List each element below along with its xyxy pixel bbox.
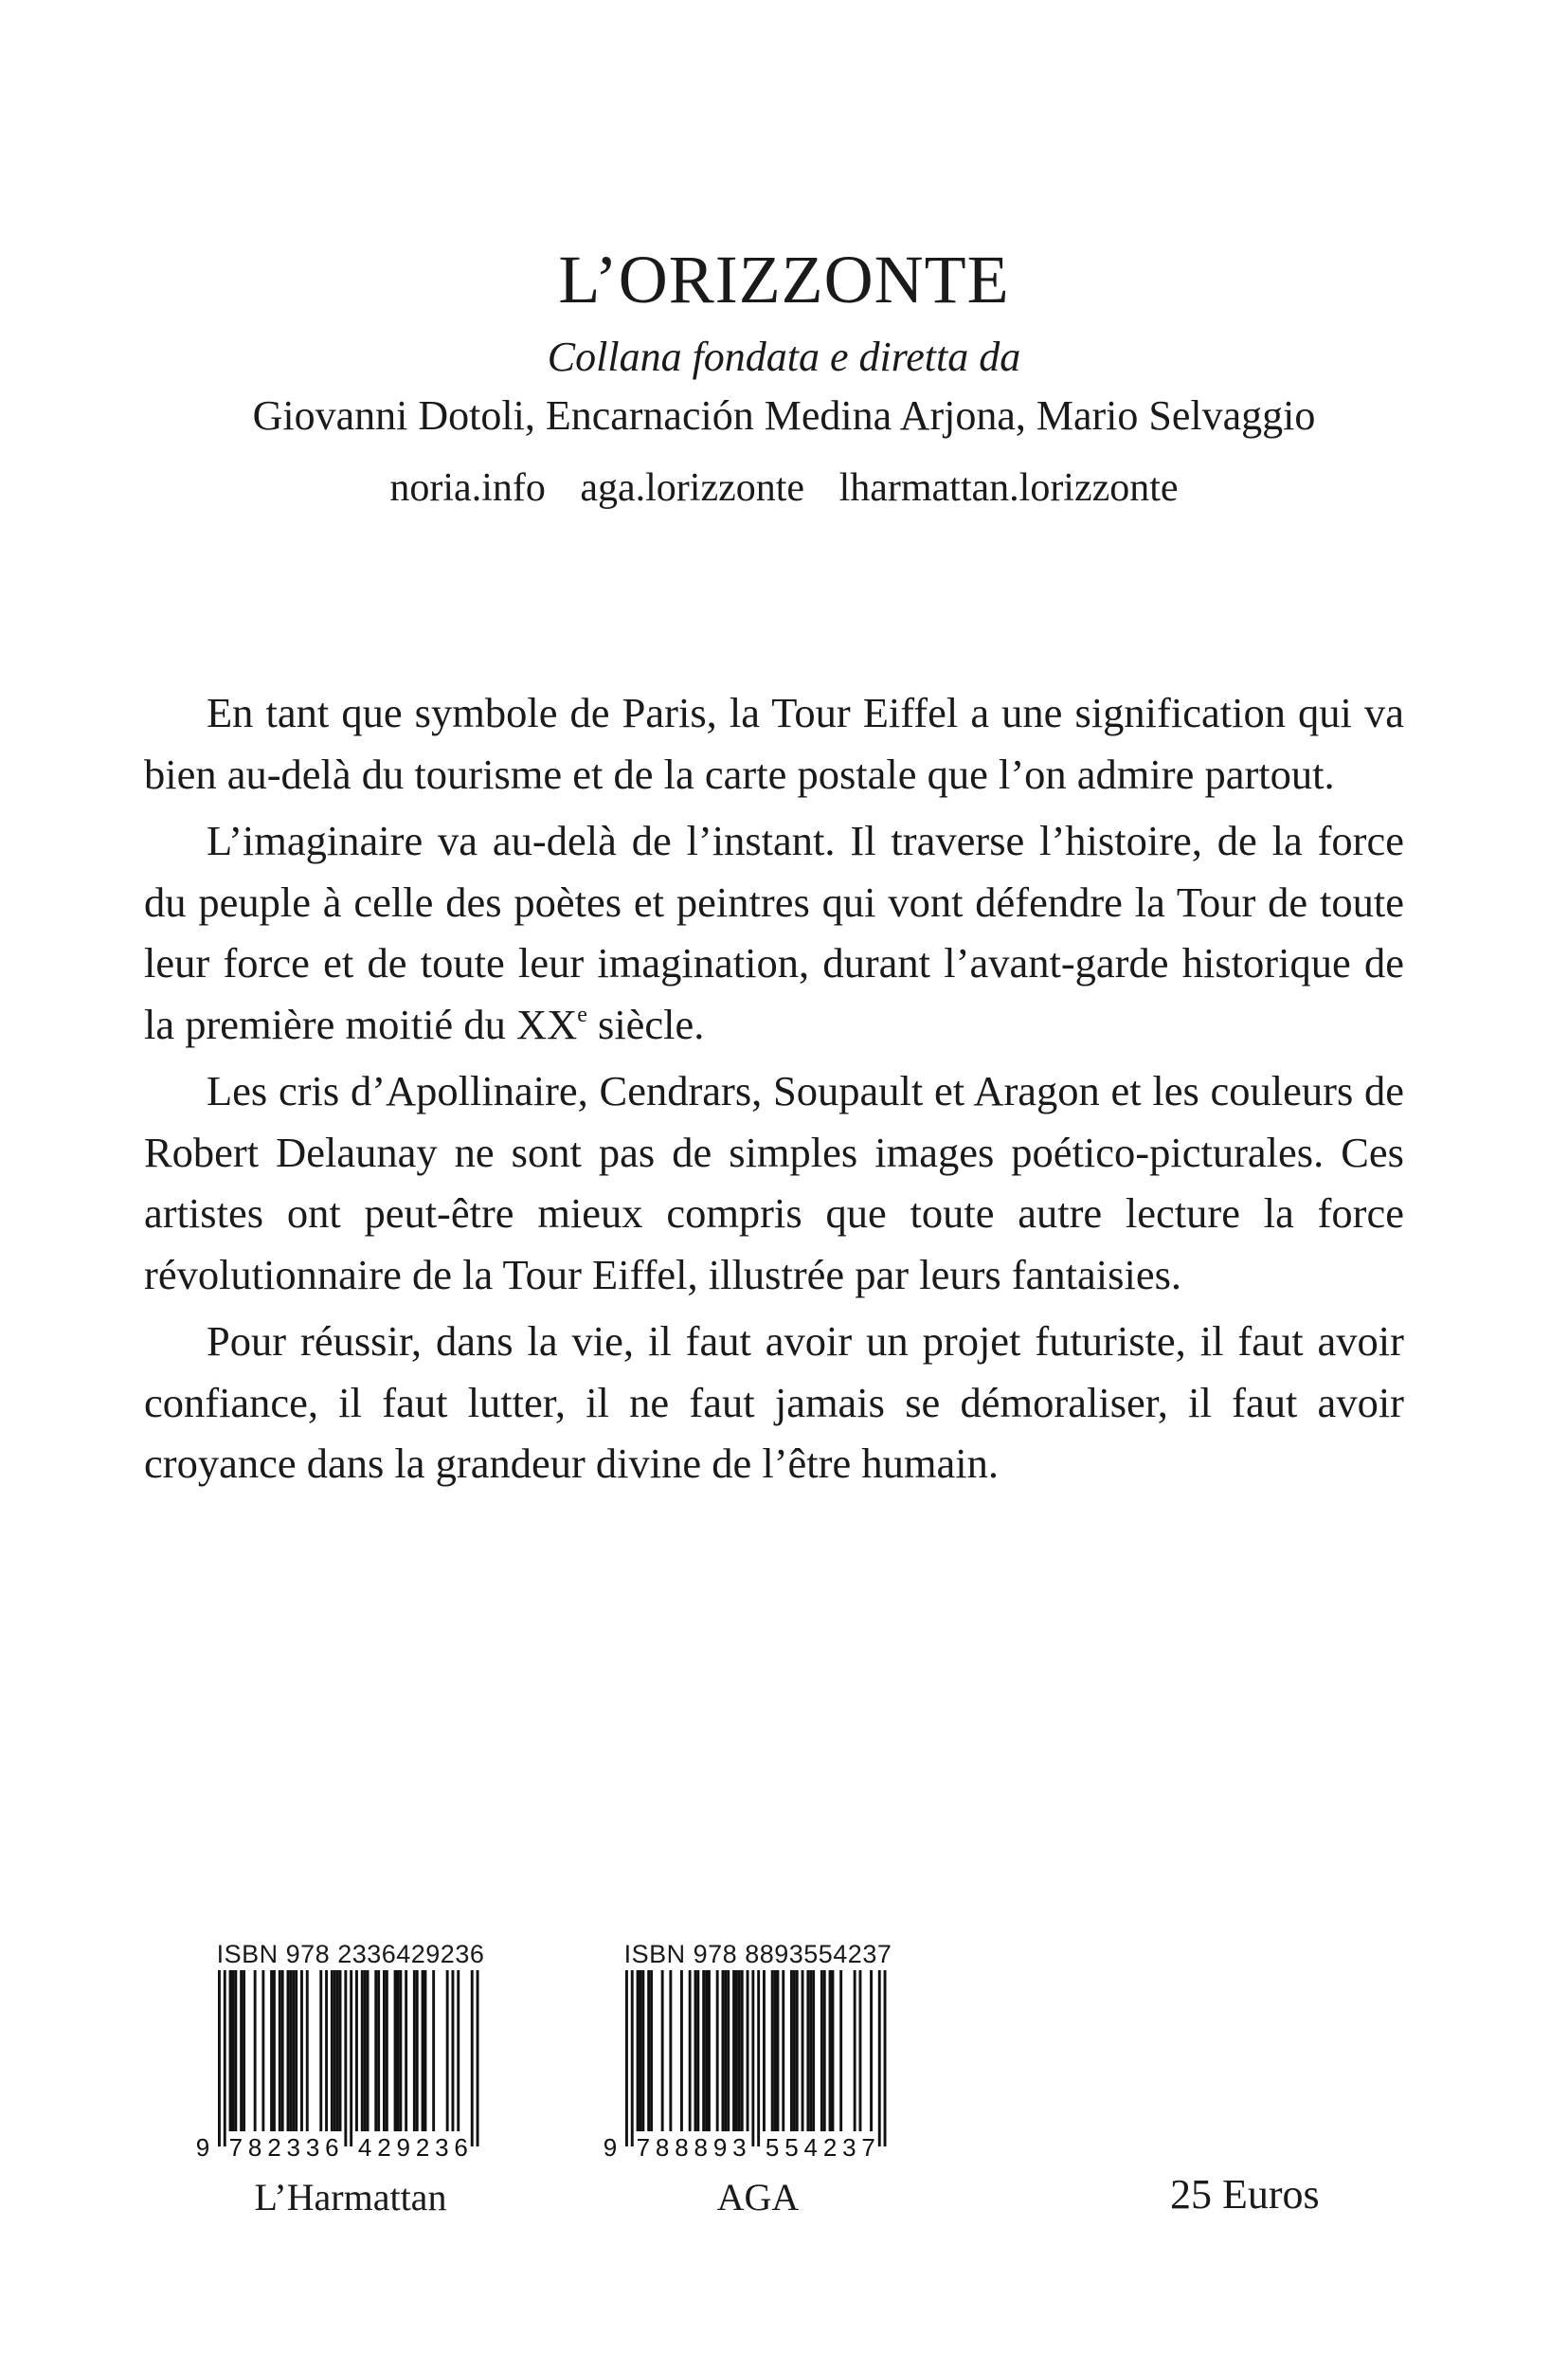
series-directors: Giovanni Dotoli, Encarnación Medina Arjona, Mario Selvaggio bbox=[252, 392, 1316, 439]
barcode-bar bbox=[820, 1970, 823, 2131]
barcode-bar bbox=[295, 1970, 297, 2131]
barcode-bar bbox=[806, 1970, 809, 2131]
barcode-bar bbox=[377, 1970, 380, 2131]
barcode-digit: 3 bbox=[435, 2133, 449, 2162]
barcode-bar bbox=[218, 1970, 221, 2146]
link-lharmattan[interactable]: lharmattan.lorizzonte bbox=[838, 466, 1179, 510]
barcode-bar bbox=[432, 1970, 435, 2131]
barcode-bar bbox=[751, 1970, 754, 2146]
barcode-lharmattan bbox=[189, 1938, 512, 2198]
barcode-digit: 9 bbox=[396, 2133, 410, 2162]
barcode-bar bbox=[727, 1970, 730, 2131]
barcode-digit: 3 bbox=[286, 2133, 300, 2162]
barcode-bar bbox=[702, 1970, 705, 2131]
barcode-bar bbox=[716, 1970, 719, 2131]
barcode-bar bbox=[386, 1970, 388, 2131]
barcode-bar bbox=[782, 1970, 784, 2131]
barcode-digit: 3 bbox=[732, 2133, 747, 2162]
barcode-bar bbox=[796, 1970, 799, 2131]
barcode-bar bbox=[641, 1970, 644, 2131]
barcode-bar bbox=[637, 1970, 640, 2131]
barcode-digit: 8 bbox=[247, 2133, 262, 2162]
barcode-bar bbox=[339, 1970, 342, 2131]
barcode-bar bbox=[234, 1970, 237, 2131]
barcode-bar bbox=[705, 1970, 708, 2131]
barcode-bar bbox=[383, 1970, 386, 2131]
barcode-image bbox=[597, 1970, 919, 2198]
barcode-bar bbox=[708, 1970, 711, 2131]
barcode-digit: 9 bbox=[712, 2133, 728, 2162]
barcode-bar bbox=[416, 1970, 419, 2131]
barcode-bar bbox=[397, 1970, 400, 2131]
barcode-bar bbox=[325, 1970, 328, 2131]
barcode-aga bbox=[597, 1938, 919, 2198]
barcode-bar bbox=[859, 1970, 862, 2131]
barcode-bar bbox=[289, 1970, 292, 2131]
barcode-bar bbox=[694, 1970, 697, 2131]
barcode-bar bbox=[344, 1970, 347, 2146]
barcode-bar bbox=[229, 1970, 232, 2131]
publisher-aga: AGA bbox=[716, 2176, 800, 2218]
barcode-bar bbox=[350, 1970, 352, 2146]
barcode-bar bbox=[809, 1970, 812, 2131]
price: 25 Euros bbox=[1170, 2171, 1320, 2218]
barcode-bar bbox=[735, 1970, 738, 2131]
barcode-bar bbox=[399, 1970, 402, 2131]
barcode-bar bbox=[319, 1970, 322, 2131]
barcode-digit: 2 bbox=[267, 2133, 281, 2162]
barcode-bar bbox=[625, 1970, 628, 2146]
barcode-bar bbox=[640, 1970, 642, 2131]
paragraph-3: Les cris d’Apollinaire, Cendrars, Soupault et Aragon et les couleurs de Robert Delaunay ne sont pas de simples images poético-picturales. Ces artistes ont peut-être mieux compris que toute autre lecture la force révolutionnaire de la Tour Eiffel, illustrée par leurs fantaisies. bbox=[144, 1067, 1404, 1298]
barcode-bar bbox=[771, 1970, 774, 2131]
barcode-bar bbox=[738, 1970, 741, 2131]
barcode-digit: 8 bbox=[694, 2133, 708, 2162]
barcode-bar bbox=[732, 1970, 735, 2131]
barcode-bar bbox=[777, 1970, 780, 2131]
barcode-bar bbox=[650, 1970, 653, 2131]
barcode-bar bbox=[477, 1970, 479, 2146]
barcode-bar bbox=[292, 1970, 295, 2131]
barcode-bar bbox=[333, 1970, 336, 2131]
paragraph-4: Pour réussir, dans la vie, il faut avoir un projet futuriste, il faut avoir confiance, il faut lutter, il ne faut jamais se démoraliser, il faut avoir croyance dans la grandeur divine de l’être humain. bbox=[144, 1317, 1404, 1487]
barcode-digit: 4 bbox=[357, 2133, 372, 2162]
barcode-bar bbox=[281, 1970, 284, 2131]
barcode-bar bbox=[232, 1970, 235, 2131]
barcode-digit: 6 bbox=[454, 2133, 468, 2162]
barcode-bar bbox=[823, 1970, 826, 2131]
barcode-bar bbox=[669, 1970, 672, 2131]
barcode-bar bbox=[724, 1970, 727, 2131]
barcode-bar bbox=[374, 1970, 377, 2131]
barcode-bar bbox=[261, 1970, 264, 2131]
barcode-bar bbox=[405, 1970, 407, 2131]
barcode-bar bbox=[839, 1970, 842, 2131]
barcode-bar bbox=[306, 1970, 309, 2131]
barcode-digit: 6 bbox=[325, 2133, 339, 2162]
publisher-lharmattan: L’Harmattan bbox=[254, 2176, 447, 2218]
barcode-bar bbox=[336, 1970, 339, 2131]
barcode-digit: 8 bbox=[675, 2133, 689, 2162]
barcode-digit: 7 bbox=[636, 2133, 651, 2162]
barcode-bar bbox=[270, 1970, 273, 2131]
barcode-image bbox=[189, 1970, 512, 2198]
barcode-digit: 5 bbox=[784, 2133, 799, 2162]
barcode-bar bbox=[452, 1970, 455, 2131]
barcode-bar bbox=[661, 1970, 664, 2131]
paragraph-2-text: L’imaginaire va au-delà de l’instant. Il traverse l’histoire, de la force du peuple à celle des poètes et peintres qui vont défendre la Tour de toute leur force et de toute leur imagination, durant l’avant-garde historique de la première moitié du XX bbox=[144, 817, 1404, 1048]
barcode-bar bbox=[747, 1970, 749, 2131]
series-header bbox=[0, 237, 1568, 517]
barcode-digit: 2 bbox=[415, 2133, 430, 2162]
isbn-label: ISBN 978 2336429236 bbox=[216, 1940, 485, 1968]
barcode-digit: 8 bbox=[655, 2133, 670, 2162]
barcode-bar bbox=[763, 1970, 766, 2131]
barcode-digit: 3 bbox=[842, 2133, 856, 2162]
barcode-digit: 7 bbox=[861, 2133, 875, 2162]
barcode-bar bbox=[300, 1970, 303, 2131]
isbn-label: ISBN 978 8893554237 bbox=[623, 1940, 892, 1968]
paragraph-2 bbox=[144, 810, 1404, 1055]
barcode-bar bbox=[367, 1970, 369, 2131]
barcode-bar bbox=[631, 1970, 634, 2146]
barcode-bar bbox=[413, 1970, 416, 2131]
paragraph-1: En tant que symbole de Paris, la Tour Eiffel a une signification qui va bien au-delà du tourisme et de la carte postale que l’on admire partout. bbox=[144, 689, 1404, 798]
barcode-bar bbox=[457, 1970, 460, 2131]
series-title: L’ORIZZONTE bbox=[558, 242, 1010, 317]
series-subtitle: Collana fondata e diretta da bbox=[547, 334, 1021, 380]
barcode-bar bbox=[394, 1970, 397, 2131]
barcode-digit: 2 bbox=[377, 2133, 391, 2162]
barcode-digit: 7 bbox=[228, 2133, 243, 2162]
link-noria[interactable]: noria.info bbox=[389, 466, 546, 510]
barcode-bar bbox=[696, 1970, 699, 2131]
barcode-bar bbox=[647, 1970, 650, 2131]
barcode-bar bbox=[878, 1970, 881, 2146]
barcode-bar bbox=[741, 1970, 744, 2131]
barcode-bar bbox=[446, 1970, 449, 2131]
barcode-bar bbox=[361, 1970, 364, 2131]
barcode-bar bbox=[279, 1970, 281, 2131]
barcode-bar bbox=[790, 1970, 793, 2131]
century-superscript: e bbox=[577, 1002, 587, 1027]
barcode-bar bbox=[722, 1970, 725, 2131]
barcode-bar bbox=[355, 1970, 358, 2131]
barcode-digit: 9 bbox=[195, 2133, 210, 2162]
barcode-bar bbox=[802, 1970, 804, 2131]
barcode-bar bbox=[680, 1970, 683, 2131]
barcode-bar bbox=[273, 1970, 276, 2131]
barcode-bar bbox=[331, 1970, 333, 2131]
barcode-bar bbox=[870, 1970, 873, 2131]
barcode-bar bbox=[832, 1970, 835, 2131]
barcode-bar bbox=[471, 1970, 474, 2146]
barcode-bar bbox=[424, 1970, 427, 2131]
back-cover-text bbox=[144, 682, 1404, 1500]
barcode-bar bbox=[812, 1970, 815, 2131]
barcode-bar bbox=[364, 1970, 367, 2131]
barcode-bar bbox=[240, 1970, 243, 2131]
barcode-bar bbox=[757, 1970, 760, 2146]
barcode-digit: 3 bbox=[305, 2133, 320, 2162]
barcode-bar bbox=[224, 1970, 226, 2146]
barcode-bar bbox=[793, 1970, 796, 2131]
barcode-bar bbox=[254, 1970, 257, 2131]
barcode-bar bbox=[689, 1970, 692, 2131]
link-aga[interactable]: aga.lorizzonte bbox=[580, 466, 805, 510]
series-links bbox=[0, 459, 1568, 517]
barcode-bar bbox=[829, 1970, 832, 2131]
barcode-digit: 4 bbox=[803, 2133, 818, 2162]
barcode-bar bbox=[287, 1970, 290, 2131]
barcode-digit: 5 bbox=[765, 2133, 780, 2162]
barcode-bar bbox=[884, 1970, 887, 2146]
barcode-digit: 2 bbox=[822, 2133, 838, 2162]
barcode-bar bbox=[422, 1970, 424, 2131]
barcode-bar bbox=[243, 1970, 245, 2131]
barcode-bar bbox=[774, 1970, 777, 2131]
paragraph-2-tail: siècle. bbox=[586, 1000, 705, 1048]
barcode-bar bbox=[854, 1970, 856, 2131]
barcode-digit: 9 bbox=[603, 2133, 618, 2162]
